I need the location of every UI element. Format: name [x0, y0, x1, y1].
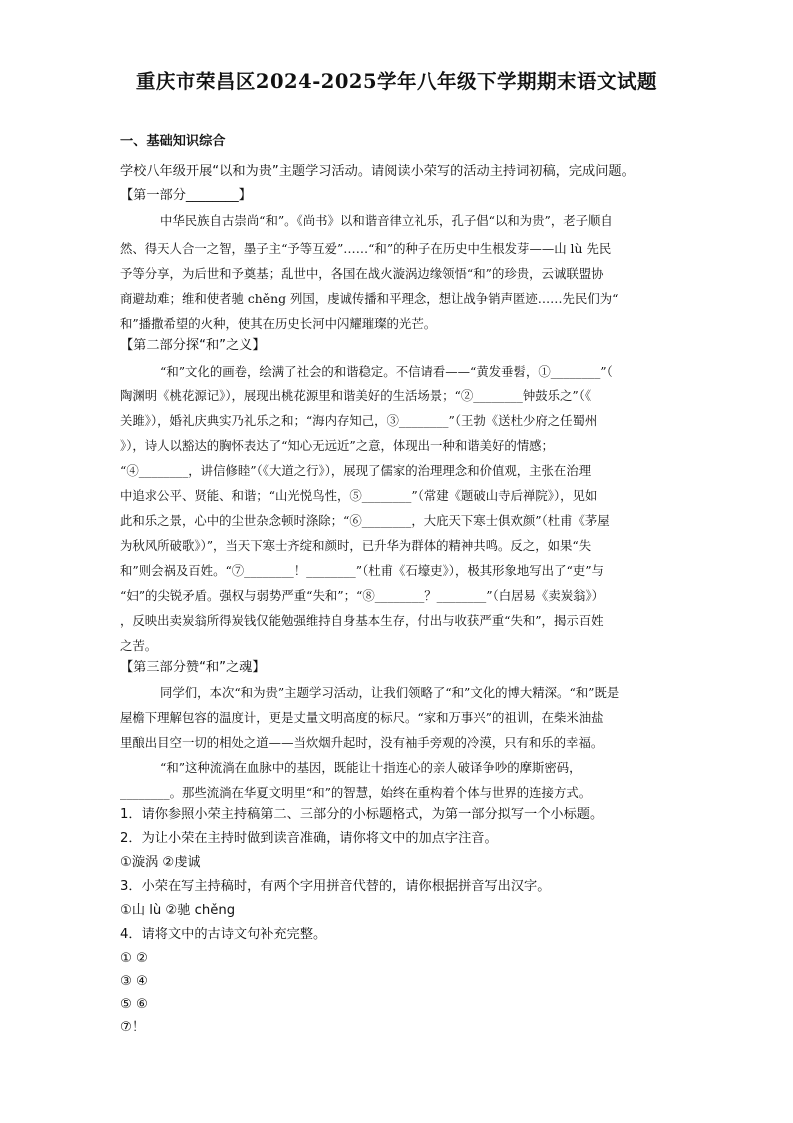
part2-line: 》），诗人以豁达的胸怀表达了“知心无远近”之意，体现出一种和谐美好的情感； — [120, 438, 554, 453]
part2-line: 此和乐之景，心中的尘世杂念顿时涤除；“⑥________，大庇天下寒士俱欢颜”（杜甫《茅屋 — [120, 513, 610, 528]
part2-line: “妇”的尖锐矛盾。强权与弱势严重“失和”；“⑧________？________”（白居易《卖炭翁》） — [120, 588, 605, 603]
part2-line: “④________，讲信修睦”（《大道之行》），展现了儒家的治理理念和价值观，主张在治理 — [120, 463, 592, 478]
part1-line: 和”播撒希望的火种，使其在历史长河中闪耀璀璨的光芒。 — [120, 316, 437, 331]
part3-line: “和”这种流淌在血脉中的基因，既能让十指连心的亲人破译争吵的摩斯密码， — [160, 760, 582, 775]
answer-row: ① ② — [120, 951, 148, 966]
part2-line: ，反映出卖炭翁所得炭钱仅能勉强维持自身基本生存，付出与收获严重“失和”，揭示百姓 — [120, 613, 604, 628]
part2-line: “和”文化的画卷，绘满了社会的和谐稳定。不信请看——“黄发垂髫，①________”（ — [160, 364, 613, 379]
part3-heading: 【第三部分赞“和”之魂】 — [120, 660, 266, 675]
part2-line: 陶渊明《桃花源记》），展现出桃花源里和谐美好的生活场景；“②________钟鼓乐之”（《 — [120, 388, 592, 403]
question-2: 2．为让小荣在主持时做到读音准确，请你将文中的加点字注音。 — [120, 831, 498, 846]
answer-row: ⑦！ — [120, 1020, 146, 1035]
part2-line: 和”则会祸及百姓。“⑦________！________”（杜甫《石壕吏》），极其形象地写出了“吏”与 — [120, 563, 604, 578]
answer-row: ③ ④ — [120, 974, 148, 989]
part3-line: 屋檐下理解包容的温度计，更是丈量文明高度的标尺。“家和万事兴”的祖训，在柴米油盐 — [120, 710, 604, 725]
question-3-items: ①山 lù ②驰 chěng — [120, 903, 236, 918]
part2-heading: 【第二部分探“和”之义】 — [120, 338, 266, 353]
page-title: 重庆市荣昌区2024-2025学年八年级下学期期末语文试题 — [135, 70, 658, 93]
answer-row: ⑤ ⑥ — [120, 997, 148, 1012]
part1-line: 予等分享，为后世和予奠基；乱世中，各国在战火漩涡边缘领悟“和”的珍贵，云诚联盟协 — [120, 266, 604, 281]
part3-line: ________。那些流淌在华夏文明里“和”的智慧，始终在重构着个体与世界的连接方式。 — [120, 785, 592, 800]
question-1: 1．请你参照小荣主持稿第二、三部分的小标题格式，为第一部分拟写一个小标题。 — [120, 807, 604, 822]
part3-line: 同学们，本次“和为贵”主题学习活动，让我们领略了“和”文化的博大精深。“和”既是 — [160, 685, 620, 700]
intro-text: 学校八年级开展“以和为贵”主题学习活动。请阅读小荣写的活动主持词初稿，完成问题。 — [120, 164, 635, 179]
section-heading: 一、基础知识综合 — [120, 134, 226, 149]
question-2-items: ①漩涡 ②虔诚 — [120, 855, 201, 870]
part3-line: 里酿出目空一切的相处之道——当炊烟升起时，没有袖手旁观的冷漠，只有和乐的幸福。 — [120, 735, 604, 750]
part1-heading: 【第一部分________】 — [120, 188, 252, 203]
part2-line: 关雎》），婚礼庆典实乃礼乐之和；“海内存知己，③________”（王勃《送杜少府之任蜀州 — [120, 413, 598, 428]
part1-line: 然、得天人合一之智，墨子主“予等互爱”……“和”的种子在历史中生根发芽——山 lù 先民 — [120, 241, 612, 256]
part2-line: 之苦。 — [120, 638, 158, 653]
part1-line: 商避劫难；维和使者驰 chěng 列国，虔诚传播和平理念，想让战争销声匿迹……先民们为“ — [120, 291, 619, 306]
question-4: 4．请将文中的古诗文句补充完整。 — [120, 927, 327, 942]
part2-line: 为秋风所破歌》）”，当天下寒士齐绽和颜时，已升华为群体的精神共鸣。反之，如果“失 — [120, 538, 592, 553]
part2-line: 中追求公平、贤能、和谐；“山光悦鸟性，⑤________”（常建《题破山寺后禅院》），见如 — [120, 488, 598, 503]
part1-line: 中华民族自古崇尚“和”。《尚书》以和谐音律立礼乐，孔子倡“以和为贵”，老子顺自 — [160, 213, 613, 228]
question-3: 3．小荣在写主持稿时，有两个字用拼音代替的，请你根据拼音写出汉字。 — [120, 879, 551, 894]
